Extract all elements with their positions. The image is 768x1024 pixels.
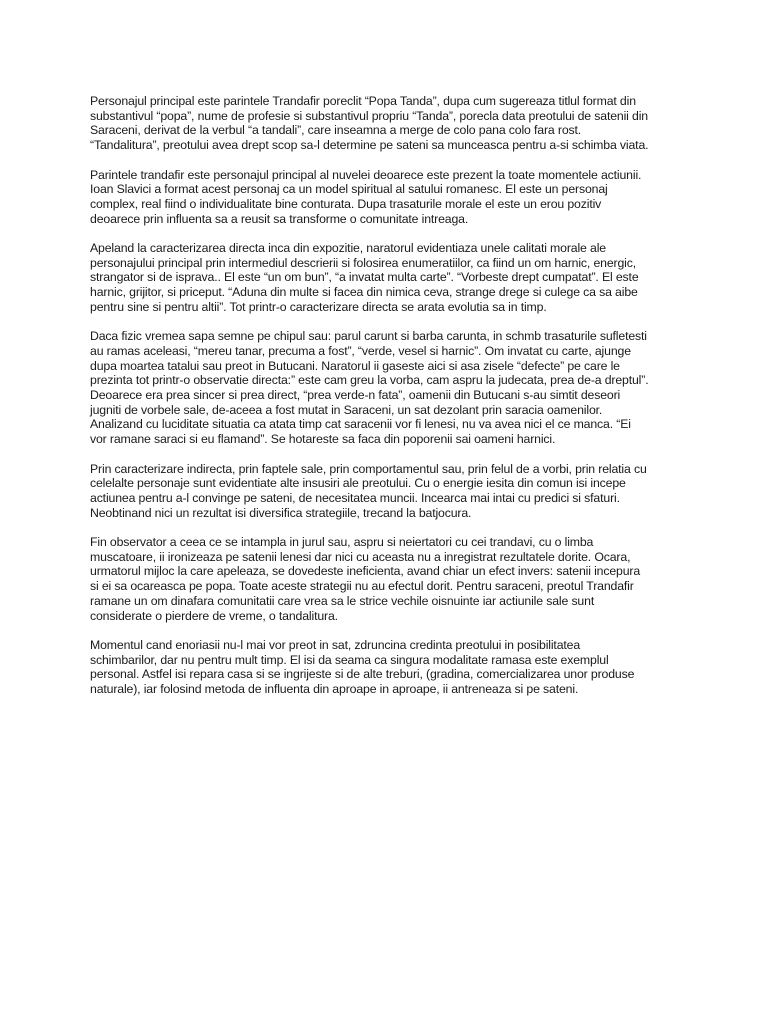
document-body <box>90 94 690 711</box>
text-line: Prin caracterizare indirecta, prin faptele sale, prin comportamentul sau, prin felul de a vorbi, prin relatia cu <box>90 461 647 476</box>
paragraph <box>90 241 690 315</box>
paragraph <box>90 329 690 447</box>
paragraph <box>90 462 690 521</box>
text-line: considerate o pierdere de vreme, o tandalitura. <box>90 608 338 623</box>
text-line: naturale), iar folosind metoda de influenta din aproape in aproape, ii antreneaza si pe sateni. <box>90 682 579 697</box>
text-line: dupa moartea tatalui sau preot in Butucani. Naratorul ii gaseste aici si asa zisele “defecte” pe care le <box>90 358 620 373</box>
text-line: pentru sine si pentru altii”. Tot printr-o caracterizare directa se arata evolutia sa in timp. <box>90 299 547 314</box>
text-line: Personajul principal este parintele Trandafir poreclit “Popa Tanda”, dupa cum sugereaza titlul format din <box>90 94 636 108</box>
paragraph <box>90 168 690 227</box>
text-line: Analizand cu luciditate situatia ca atata timp cat saracenii vor fi lenesi, nu va avea nici el ce manca. “Ei <box>90 417 631 432</box>
text-line: Momentul cand enoriasii nu-l mai vor preot in sat, zdruncina credinta preotului in posibilitatea <box>90 637 581 652</box>
text-line: Fin observator a ceea ce se intampla in jurul sau, aspru si neiertatori cu cei trandavi, cu o limba <box>90 535 594 550</box>
paragraph <box>90 535 690 623</box>
text-line: schimbarilor, dar nu pentru mult timp. El isi da seama ca singura modalitate ramasa este exemplul <box>90 652 609 667</box>
text-line: complex, real fiind o individualitate bine conturata. Dupa trasaturile morale el este un erou pozitiv <box>90 196 602 211</box>
text-line: actiunea pentru a-l convinge pe sateni, de necesitatea muncii. Incearca mai intai cu predici si sfaturi. <box>90 490 620 505</box>
text-line: au ramas aceleasi, “mereu tanar, precuma a fost”, “verde, vesel si harnic”. Om invatat cu carte, ajunge <box>90 343 631 358</box>
text-line: prezinta tot printr-o observatie directa:” este cam greu la vorba, cam aspru la judecata, prea de-a dreptul”. <box>90 373 649 388</box>
text-line: deoarece prin influenta sa a reusit sa transforme o comunitate intreaga. <box>90 211 469 226</box>
text-line: harnic, grijitor, si priceput. “Aduna din multe si facea din nimica ceva, strange drege si culege ca sa aibe <box>90 285 638 300</box>
text-line: Ioan Slavici a format acest personaj ca un model spiritual al satului romanesc. El este un personaj <box>90 182 608 197</box>
text-line: Saraceni, derivat de la verbul “a tandali”, care inseamna a merge de colo pana colo fara rost. <box>90 123 582 138</box>
text-line: Deoarece era prea sincer si prea direct, “prea verde-n fata”, oamenii din Butucani s-au simtit deseori <box>90 388 621 403</box>
text-line: Parintele trandafir este personajul principal al nuvelei deoarece este prezent la toate momentele actiunii. <box>90 167 642 182</box>
text-line: personal. Astfel isi repara casa si se ingrijeste si de alte treburi, (gradina, comercializarea unor produse <box>90 667 635 682</box>
text-line: ramane un om dinafara comunitatii care vrea sa le strice vechile oisnuinte iar actiunile sale sunt <box>90 593 595 608</box>
text-line: vor ramane saraci si eu flamand”. Se hotareste sa faca din poporenii sai oameni harnici. <box>90 432 556 447</box>
text-line: si ei sa ocareasca pe popa. Toate aceste strategii nu au efectul dorit. Pentru saraceni, preotul Trandafir <box>90 579 634 594</box>
text-line: Daca fizic vremea sapa semne pe chipul sau: parul carunt si barba carunta, in schmb trasaturile sufletesti <box>90 329 647 344</box>
text-line: Apeland la caracterizarea directa inca din expozitie, naratorul evidentiaza unele calitati morale ale <box>90 241 606 255</box>
text-line: jugniti de vorbele sale, de-aceea a fost mutat in Saraceni, un sat dezolant prin saracia oamenilor. <box>90 402 603 417</box>
text-line: strangator si de isprava.. El este “un om bun”, “a invatat multa carte”. “Vorbeste drept cumpatat”. El este <box>90 270 639 285</box>
text-line: urmatorul mijloc la care apeleaza, se dovedeste ineficienta, avand chiar un efect invers: satenii incepura <box>90 564 641 579</box>
text-line: Neobtinand nici un rezultat isi diversifica strategiile, trecand la batjocura. <box>90 505 472 520</box>
text-line: muscatoare, ii ironizeaza pe satenii lenesi dar nici cu aceasta nu a inregistrat rezultatele dorite. Ocara, <box>90 549 631 564</box>
text-line: “Tandalitura”, preotului avea drept scop sa-l determine pe sateni sa munceasca pentru a-si schimba viata. <box>90 138 649 153</box>
text-line: celelalte personaje sunt evidentiate alte insusiri ale preotului. Cu o energie iesita din comun isi incepe <box>90 476 626 491</box>
paragraph <box>90 638 690 697</box>
text-line: substantivul “popa”, nume de profesie si substantivul propriu “Tanda”, porecla data preotului de satenii din <box>90 108 648 123</box>
paragraph <box>90 94 690 153</box>
text-line: personajului principal prin intermediul descrierii si folosirea enumeratiilor, ca fiind un om harnic, energic, <box>90 255 637 270</box>
